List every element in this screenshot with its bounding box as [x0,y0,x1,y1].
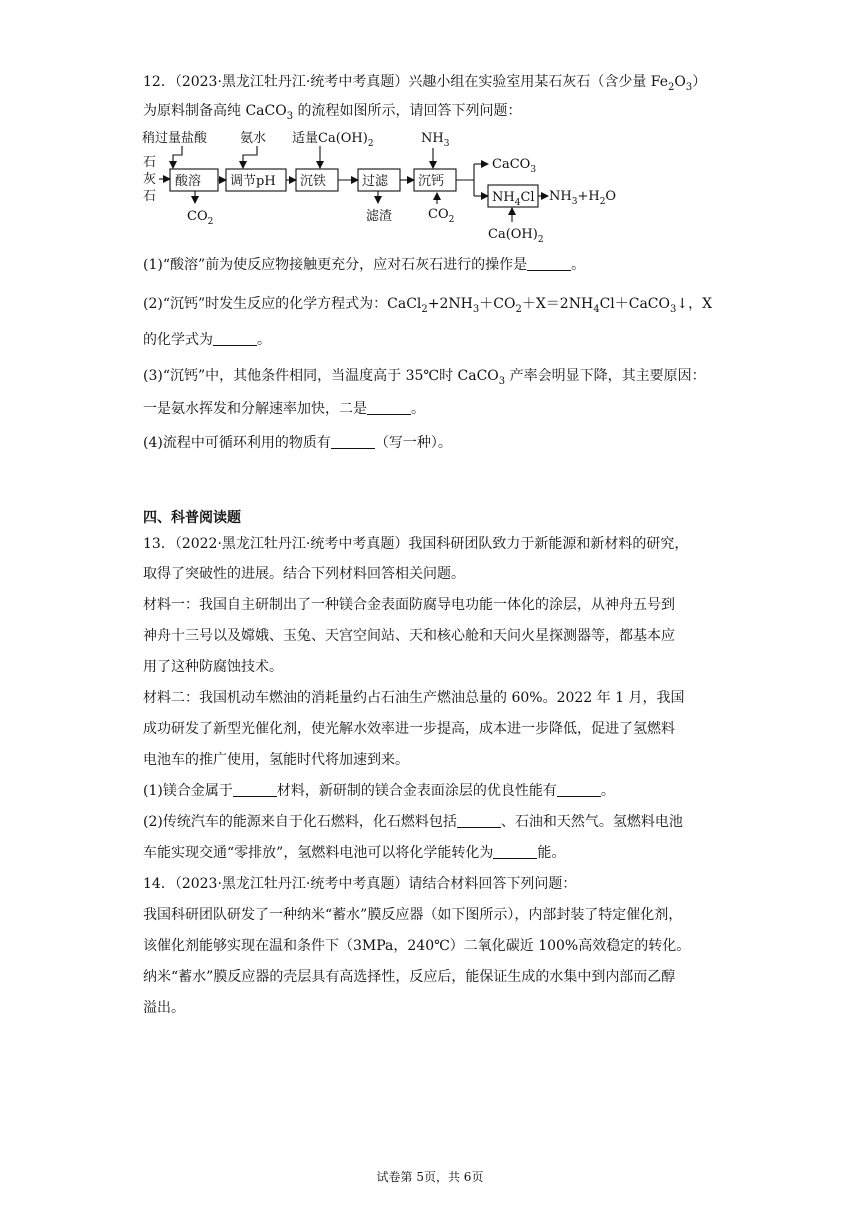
q12-part4: (4)流程中可循环利用的物质有 （写一种）。 [143,435,452,451]
box-nh4cl-label: $NH_4Cl$ [492,190,535,208]
q14-header: 14．（2023·黑龙江牡丹江·统考中考真题）请结合材料回答下列问题： [143,876,577,892]
box-filtration-label: 过滤 [362,174,389,189]
q13-material2-line2: 成功研发了新型光催化剂，使光解水效率进一步提高，成本进一步降低，促进了氢燃料 [143,721,675,737]
box-acid-dissolution-label: 酸溶 [175,174,202,189]
arrow-reagent-1 [173,146,182,168]
reagent-hydrochloric-acid: 稍过量盐酸 [142,131,208,146]
input-calcium-hydroxide: $Ca(OH)_2$ [488,227,544,245]
box-calcium-precipitation-label: 沉钙 [418,174,445,189]
q12-header: 12．（2023·黑龙江牡丹江·统考中考真题）兴趣小组在实验室用某石灰石（含少量 $Fe_2O_3$） [143,74,707,93]
reagent-ammonia-water: 氨水 [240,131,267,146]
q13-material1-line3: 用了这种防腐蚀技术。 [143,659,283,675]
q12-part3-line2: 一是氨水挥发和分解速率加快，二是 。 [143,401,425,417]
q14-line4: 纳米“蓄水”膜反应器的壳层具有高选择性，反应后，能保证生成的水集中到内部而乙醇 [143,969,676,985]
product-nh3-h2o: $NH_3+H_2O$ [549,189,617,207]
q13-part1: (1)镁合金属于 材料，新研制的镁合金表面涂层的优良性能有 。 [143,783,615,799]
q12-part2-line2: 的化学式为 。 [143,332,271,348]
q13-intro: 取得了突破性的进展。结合下列材料回答相关问题。 [143,566,465,582]
output-co2: $CO_2$ [187,209,214,227]
answer-blank[interactable] [493,844,537,859]
q13-material2-line3: 电池车的推广使用，氢能时代将加速到来。 [143,752,409,768]
arrow-reagent-2 [243,146,257,168]
answer-blank[interactable] [213,331,257,346]
section-title: 四、科普阅读题 [143,510,241,526]
q12-part1: (1)“酸溶”前为使反应物接触更充分，应对石灰石进行的操作是 。 [143,257,586,273]
reagent-nh3: $NH_3$ [421,131,450,149]
output-filter-residue: 滤渣 [366,209,393,224]
q13-part2: (2)传统汽车的能源来自于化石燃料，化石燃料包括 、石油和天然气。氢燃料电池 [143,814,683,830]
q14-line3: 该催化剂能够实现在温和条件下（3MPa，240℃）二氧化碳近 100%高效稳定的转化。 [143,938,691,954]
q12-intro: 为原料制备高纯 CaCO$_3$ 的流程如图所示，请回答下列问题： [143,103,522,122]
q14-line5: 溢出。 [143,1000,185,1016]
q14-line2: 我国科研团队研发了一种纳米“蓄水”膜反应器（如下图所示），内部封装了特定催化剂， [143,907,683,923]
q12-part2: (2)“沉钙”时发生反应的化学方程式为：$CaCl_2+2NH_3+CO_2+X=2NH_4Cl+CaCO_3↓$，X [143,296,713,315]
q12-part3: (3)“沉钙”中，其他条件相同，当温度高于 35℃时 CaCO$_3$ 产率会明显下降，其主要原因： [143,368,706,387]
answer-blank[interactable] [457,813,501,828]
process-flowchart [140,128,620,248]
start-material-char-1: 石 [143,155,157,170]
q13-material1-line2: 神舟十三号以及嫦娥、玉兔、天宫空间站、天和核心舱和天问火星探测器等，都基本应 [143,628,675,644]
input-co2: $CO_2$ [428,207,455,225]
reagent-calcium-hydroxide: 适量$Ca(OH)_2$ [292,131,374,149]
q13-header: 13．（2022·黑龙江牡丹江·统考中考真题）我国科研团队致力于新能源和新材料的研究， [143,536,689,552]
product-caco3: CaCO$_3$ [492,157,537,175]
start-material-char-3: 石 [143,189,157,204]
answer-blank[interactable] [557,782,601,797]
q13-material1-line1: 材料一：我国自主研制出了一种镁合金表面防腐导电功能一体化的涂层，从神舟五号到 [143,597,675,613]
answer-blank[interactable] [233,782,277,797]
answer-blank[interactable] [527,256,571,271]
box-adjust-ph-label: 调节pH [230,174,276,189]
q13-material2-line1: 材料二：我国机动车燃油的消耗量约占石油生产燃油总量的 60%。2022 年 1 月，我国 [143,690,685,706]
answer-blank[interactable] [331,434,375,449]
page-footer: 试卷第 5页，共 6页 [376,1170,484,1184]
start-material-char-2: 灰 [143,172,157,187]
box-iron-precipitation-label: 沉铁 [300,174,327,189]
answer-blank[interactable] [367,400,411,415]
q13-part2-line2: 车能实现交通“零排放”，氢燃料电池可以将化学能转化为 能。 [143,845,566,861]
